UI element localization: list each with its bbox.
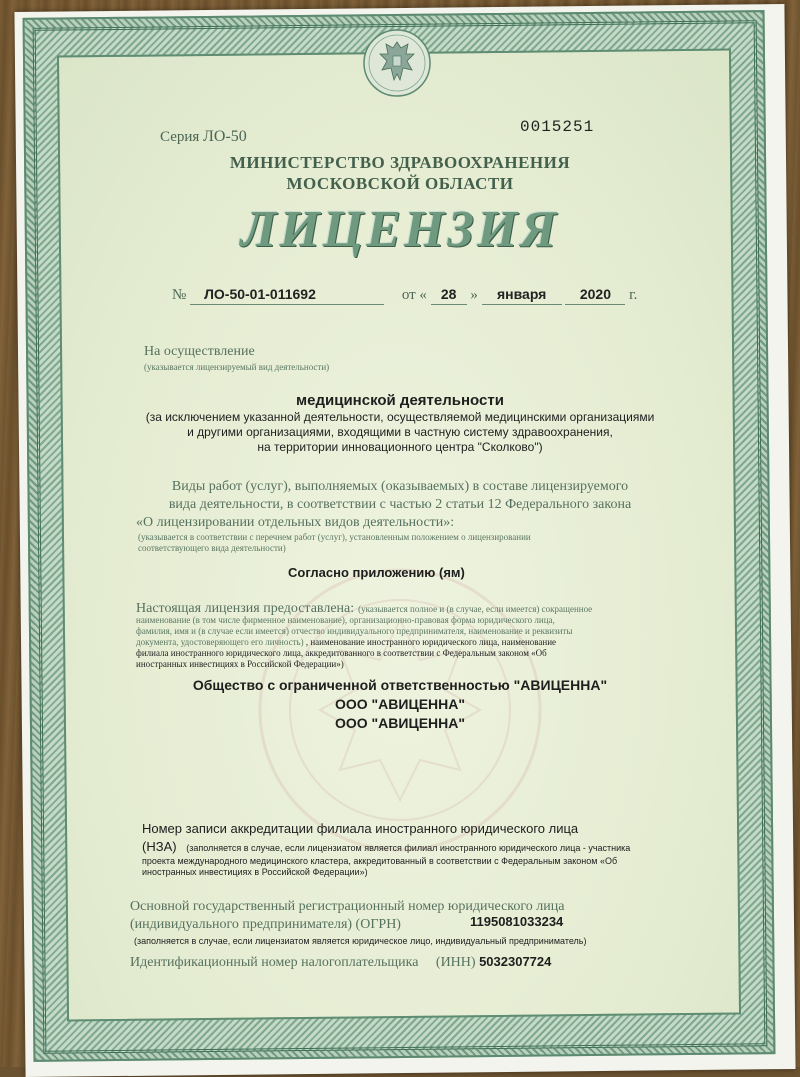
series-value: ЛО-50 bbox=[203, 128, 247, 145]
activity-note-line-1: (за исключением указанной деятельности, осуществляемой медицинскими организациями bbox=[145, 410, 655, 424]
licensee-short-name-1: ООО "АВИЦЕННА" bbox=[334, 696, 465, 712]
date-year-field bbox=[565, 286, 625, 305]
date-quote-close: » bbox=[470, 287, 478, 303]
works-hint-line-1: (указывается в соответствии с перечнем работ (услуг), установленным положением о лицензировании bbox=[138, 532, 531, 542]
ogrn-hint: (заполняется в случае, если лицензиатом является юридическое лицо, индивидуальный предприниматель) bbox=[134, 936, 587, 946]
date-month-field bbox=[482, 286, 562, 305]
activity-label: На осуществление bbox=[144, 344, 255, 359]
date-day: 28 bbox=[440, 286, 457, 302]
inn-label: Идентификационный номер налогоплательщика bbox=[130, 955, 419, 970]
licensee-hint-4: филиала иностранного юридического лица, аккредитованного в соответствии с Федеральным законом «Об bbox=[136, 648, 547, 658]
licensee-label: Настоящая лицензия предоставлена: bbox=[136, 601, 355, 616]
year-suffix: г. bbox=[629, 287, 638, 303]
works-line-3: «О лицензировании отдельных видов деятельности»: bbox=[136, 515, 455, 530]
nza-hint-2: проекта международного медицинского кластера, аккредитованный в соответствии с Федеральным законом «Об bbox=[142, 856, 618, 866]
nza-hint-1: (заполняется в случае, если лицензиатом является филиал иностранного юридического лица - участника bbox=[186, 843, 631, 853]
licensee-full-name: Общество с ограниченной ответственностью "АВИЦЕННА" bbox=[192, 677, 608, 693]
licensee-hint-3-row bbox=[136, 637, 666, 648]
license-number-row bbox=[172, 286, 637, 305]
inn-value: 5032307724 bbox=[479, 954, 552, 969]
works-hint bbox=[138, 532, 658, 554]
series-label: Серия bbox=[160, 129, 200, 145]
date-from-label: от « bbox=[401, 287, 427, 303]
ogrn-value: 1195081033234 bbox=[470, 914, 564, 929]
licensee-short-name-2: ООО "АВИЦЕННА" bbox=[334, 715, 465, 731]
serial-number: 0015251 bbox=[520, 118, 595, 136]
ministry-line-2: МОСКОВСКОЙ ОБЛАСТИ bbox=[286, 174, 514, 193]
works-hint-line-2: соответствующего вида деятельности) bbox=[138, 543, 286, 553]
date-month: января bbox=[496, 286, 547, 302]
licensee-hint-2: фамилия, имя и (в случае если имеется) отчество индивидуального предпринимателя, наименование и реквизиты bbox=[136, 626, 573, 636]
works-text bbox=[120, 478, 680, 532]
activity-name: медицинской деятельности bbox=[296, 392, 504, 409]
inn-row bbox=[130, 954, 551, 971]
licensee-block bbox=[136, 602, 666, 670]
date-year: 2020 bbox=[579, 286, 611, 302]
ministry-line-1: МИНИСТЕРСТВО ЗДРАВООХРАНЕНИЯ bbox=[229, 153, 571, 172]
nza-hint-3: иностранных инвестициях в Российской Федерации») bbox=[142, 867, 368, 877]
number-sign: № bbox=[172, 287, 187, 303]
nza-label bbox=[142, 820, 630, 857]
activity-note-line-3: на территории инновационного центра "Сколково") bbox=[257, 440, 543, 454]
licensee-hint-1: наименование (в том числе фирменное наименование), организационно-правовая форма юридического лица, bbox=[136, 615, 555, 625]
series-row bbox=[160, 128, 247, 146]
ministry-name bbox=[200, 152, 600, 194]
ogrn-line-1: Основной государственный регистрационный номер юридического лица bbox=[130, 899, 565, 914]
licensee-names bbox=[120, 676, 680, 733]
licensee-hint-0: (указывается полное и (в случае, если имеется) сокращенное bbox=[358, 604, 593, 614]
nza-line-2: (НЗА) bbox=[142, 839, 177, 854]
inn-abbr: (ИНН) bbox=[435, 955, 476, 970]
ogrn-line-2: (индивидуального предпринимателя) (ОГРН) bbox=[130, 917, 401, 932]
activity-hint: (указывается лицензируемый вид деятельности) bbox=[144, 362, 330, 372]
nza-line-2-row bbox=[142, 838, 630, 857]
nza-hint bbox=[142, 856, 617, 878]
works-value: Согласно приложению (ям) bbox=[288, 565, 465, 580]
license-number-field bbox=[190, 286, 384, 305]
activity-note bbox=[110, 410, 690, 455]
works-line-2: вида деятельности, в соответствии с частью 2 статьи 12 Федерального закона bbox=[168, 497, 632, 512]
document-title: ЛИЦЕНЗИЯ bbox=[240, 201, 560, 258]
licensee-hint-3: документа, удостоверяющего его личность) bbox=[136, 637, 304, 647]
nza-line-1: Номер записи аккредитации филиала иностранного юридического лица bbox=[142, 821, 579, 836]
licensee-hint-5: иностранных инвестициях в Российской Федерации») bbox=[136, 659, 344, 669]
license-number: ЛО-50-01-011692 bbox=[204, 286, 316, 302]
activity-note-line-2: и другими организациями, входящими в частную систему здравоохранения, bbox=[187, 425, 613, 439]
double-headed-eagle-emblem-icon bbox=[362, 28, 432, 98]
licensee-hint-3b: , наименование иностранного юридического лица, наименование bbox=[305, 637, 557, 647]
date-day-field bbox=[431, 286, 467, 305]
works-line-1: Виды работ (услуг), выполняемых (оказываемых) в составе лицензируемого bbox=[171, 479, 629, 494]
